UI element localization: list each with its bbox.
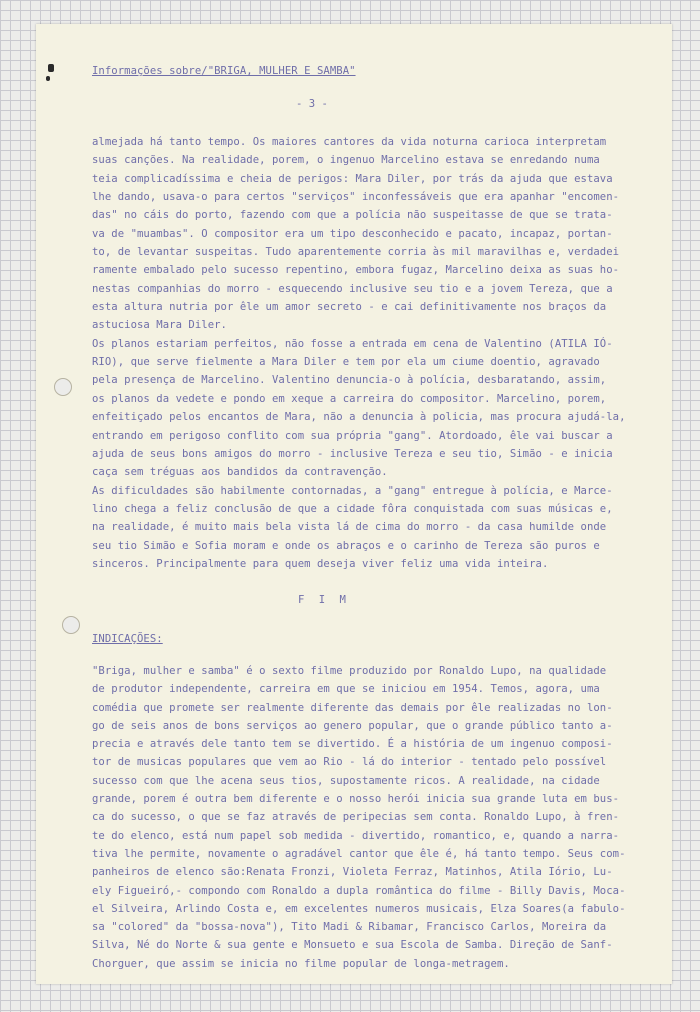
text-line: "Briga, mulher e samba" é o sexto filme produzido por Ronaldo Lupo, na qualidade (92, 665, 607, 677)
text-line: to, de levantar suspeitas. Tudo aparentemente corria às mil maravilhas e, verdadei (92, 246, 620, 259)
text-line: entrando em perigoso conflito com sua própria "gang". Atordoado, êle vai buscar a (92, 429, 613, 442)
text-line: pela presença de Marcelino. Valentino denuncia-o à polícia, desbaratando, assim, (92, 374, 607, 387)
text-line: de produtor independente, carreira em que se iniciou em 1954. Temos, agora, uma (92, 683, 600, 696)
text-line: os planos da vedete e pondo em xeque a carreira do compositor. Marcelino, porem, (92, 392, 607, 405)
text-line: seu tio Simão e Sofia moram e onde os abraços e o carinho de Tereza são puros e (92, 539, 600, 552)
page-number: - 3 - (296, 98, 328, 110)
text-line: das" no cáis do porto, fazendo com que a polícia não suspeitasse de que se trata- (92, 209, 613, 222)
text-line: panheiros de elenco são:Renata Fronzi, Violeta Ferraz, Matinhos, Atila Iório, Lu- (92, 866, 613, 879)
text-line: Silva, Né do Norte & sua gente e Monsueto e sua Escola de Samba. Direção de Sanf- (92, 939, 613, 952)
indications-text (92, 662, 626, 973)
text-line: grande, porem é outra bem diferente e o nosso herói inicia sua grande luta em bus- (92, 793, 620, 806)
text-line: RIO), que serve fielmente a Mara Diler e tem por ela um ciume doentio, agravado (92, 356, 600, 369)
text-line: sucesso com que lhe acena seus tios, supostamente ricos. A realidade, na cidade (92, 774, 600, 787)
text-line: el Silveira, Arlindo Costa e, em excelentes numeros musicais, Elza Soares(a fabulo- (92, 902, 626, 915)
text-line: As dificuldades são habilmente contornadas, a "gang" entregue à polícia, e Marce- (92, 484, 613, 497)
text-line: ely Figueiró,- compondo com Ronaldo a dupla romântica do filme - Billy Davis, Moca- (92, 884, 626, 897)
text-line: sa "colored" da "bossa-nova"), Tito Madi & Ribamar, Francisco Carlos, Moreira da (92, 921, 607, 934)
text-line: ramente embalado pelo sucesso repentino, embora fugaz, Marcelino deixa as suas ho- (92, 264, 620, 277)
text-line: sinceros. Principalmente para quem deseja viver feliz uma vida inteira. (92, 557, 549, 570)
section-heading: INDICAÇÕES: (92, 633, 163, 645)
text-line: va de "muambas". O compositor era um tipo desconhecido e pacato, incapaz, portan- (92, 227, 613, 240)
text-line: na realidade, é muito mais bela vista lá de cima do morro - da casa humilde onde (92, 521, 607, 534)
text-line: tiva lhe permite, novamente o agradável cantor que êle é, há tanto tempo. Seus com- (92, 847, 626, 860)
text-line: Chorguer, que assim se inicia no filme popular de longa-metragem. (92, 957, 510, 970)
text-line: caça sem tréguas aos bandidos da contravenção. (92, 466, 388, 479)
body-text (92, 133, 626, 573)
document-page (36, 24, 672, 984)
text-line: nestas companhias do morro - esquecendo inclusive seu tio e a jovem Tereza, que a (92, 282, 613, 295)
text-line: esta altura nutria por êle um amor secreto - e cai definitivamente nos braços da (92, 301, 607, 314)
punch-hole (54, 378, 72, 396)
text-line: teia complicadíssima e cheia de perigos: Mara Diler, por trás da ajuda que estava (92, 172, 613, 185)
end-mark: F I M (298, 594, 350, 606)
text-line: astuciosa Mara Diler. (92, 319, 227, 332)
text-line: ca do sucesso, o que se faz através de peripecias sem conta. Ronaldo Lupo, à fren- (92, 811, 620, 824)
text-line: go de seis anos de bons serviços ao genero popular, que o grande público tanto a- (92, 719, 613, 732)
text-line: almejada há tanto tempo. Os maiores cantores da vida noturna carioca interpretam (92, 136, 607, 148)
text-line: comédia que promete ser realmente diferente das demais por êle realizadas no lon- (92, 701, 613, 714)
text-line: ajuda de seus bons amigos do morro - inclusive Tereza e seu tio, Simão - e inicia (92, 447, 613, 460)
document-header: Informações sobre/"BRIGA, MULHER E SAMBA" (92, 65, 356, 77)
staple-mark (46, 76, 50, 81)
text-line: lhe dando, usava-o para certos "serviços" inconfessáveis que era apanhar "encomen- (92, 191, 620, 204)
text-line: te do elenco, está num papel sob medida - divertido, romantico, e, quando a narra- (92, 829, 620, 842)
text-line: tor de musicas populares que vem ao Rio - lá do interior - tentado pelo possível (92, 756, 607, 769)
punch-hole (62, 616, 80, 634)
text-line: precia e através dele tanto tem se divertido. É a história de um ingenuo composi- (92, 738, 613, 751)
text-line: suas canções. Na realidade, porem, o ingenuo Marcelino estava se enredando numa (92, 154, 600, 167)
staple-mark (48, 64, 54, 72)
text-line: Os planos estariam perfeitos, não fosse a entrada em cena de Valentino (ATILA IÓ- (92, 337, 613, 350)
text-line: enfeitiçado pelos encantos de Mara, não a denuncia à policia, mas procura ajudá-la, (92, 411, 626, 424)
text-line: lino chega a feliz conclusão de que a cidade fôra conquistada com suas músicas e, (92, 502, 613, 515)
